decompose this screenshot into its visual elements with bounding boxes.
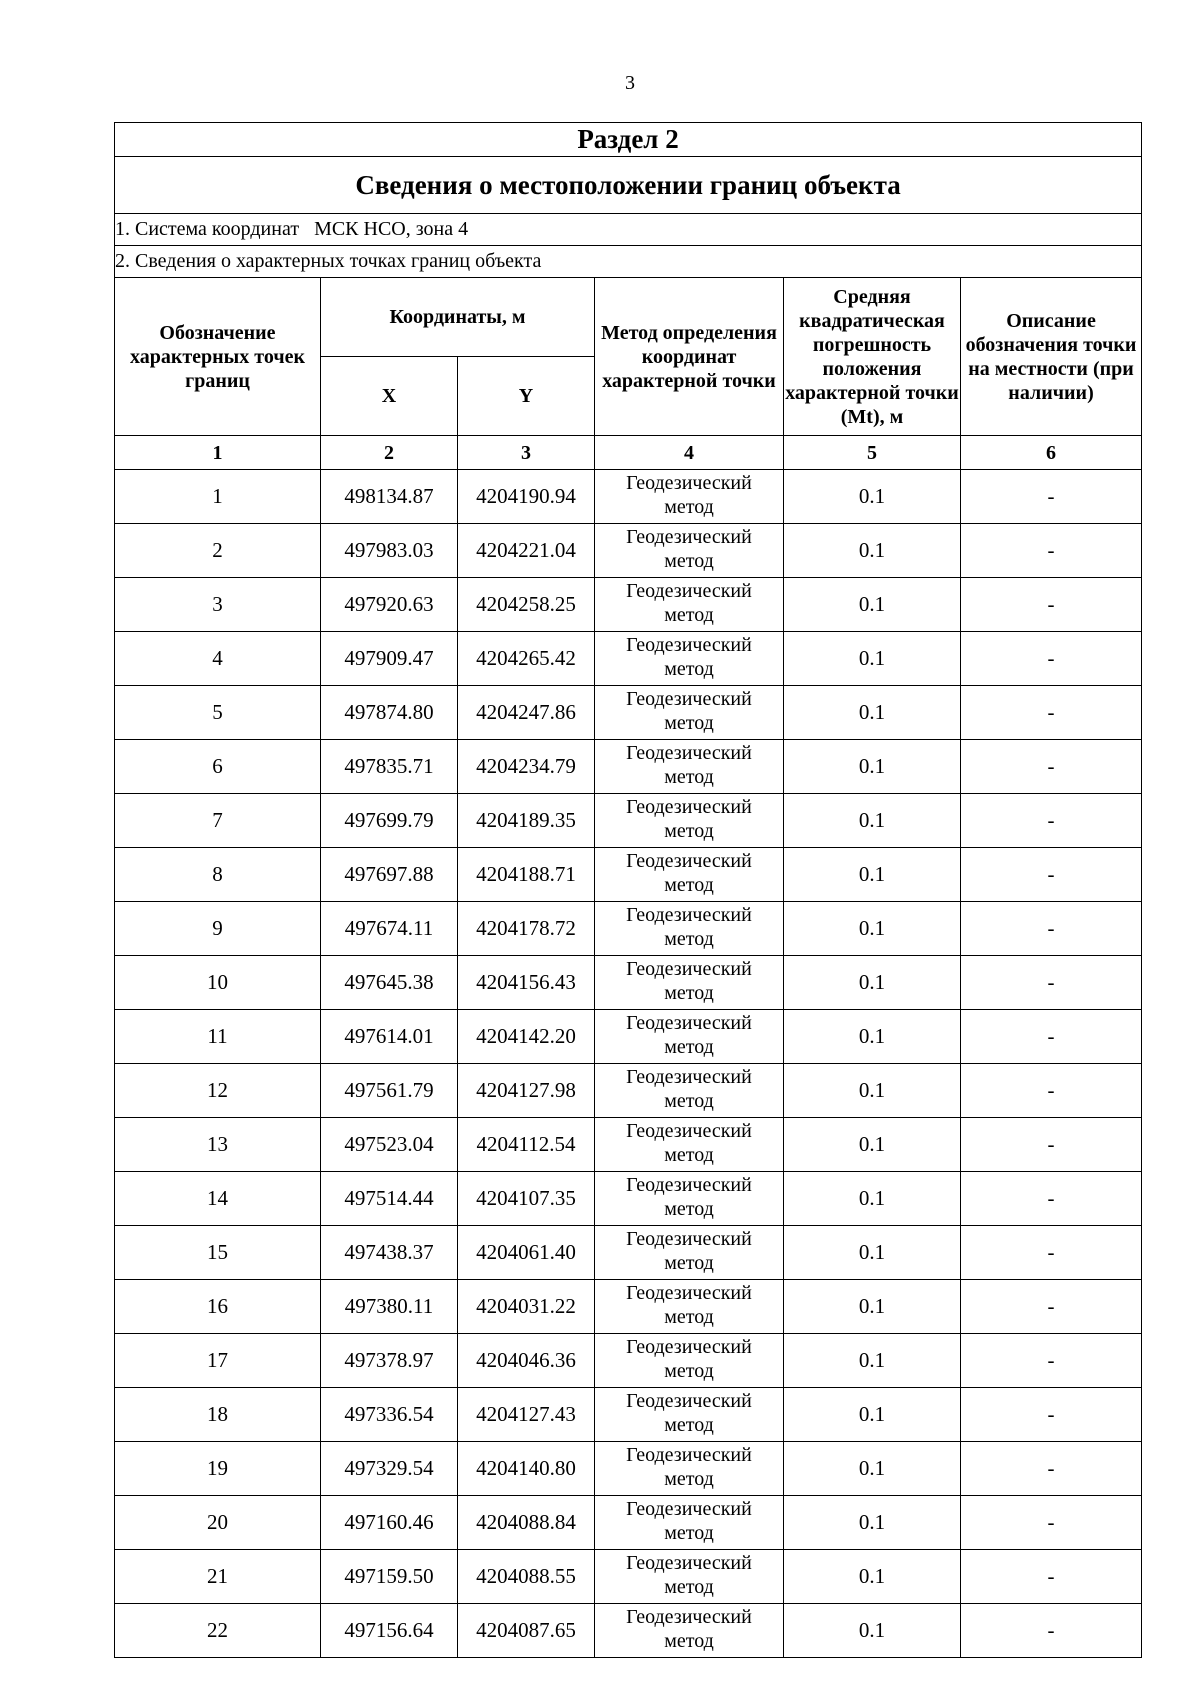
table-row: [115, 578, 1142, 632]
column-number: 6: [961, 436, 1142, 470]
method-line: метод: [664, 1467, 714, 1490]
method-line: Геодезический: [626, 1065, 752, 1088]
points-table-body: [115, 470, 1142, 1658]
mean-error: 0.1: [784, 794, 961, 848]
table-row: [115, 1010, 1142, 1064]
coord-x: 497380.11: [321, 1280, 458, 1334]
point-description: -: [961, 794, 1142, 848]
method-line: Геодезический: [626, 1497, 752, 1520]
mean-error: 0.1: [784, 1226, 961, 1280]
point-number: 15: [115, 1226, 321, 1280]
table-row: [115, 1334, 1142, 1388]
coord-y: 4204127.43: [458, 1388, 595, 1442]
point-number: 10: [115, 956, 321, 1010]
method-line: Геодезический: [626, 579, 752, 602]
method-line: Геодезический: [626, 1281, 752, 1304]
coord-x: 497909.47: [321, 632, 458, 686]
mean-error: 0.1: [784, 578, 961, 632]
boundary-table: [114, 122, 1142, 1658]
point-description: -: [961, 1334, 1142, 1388]
method-line: Геодезический: [626, 1227, 752, 1250]
coord-x: 497514.44: [321, 1172, 458, 1226]
method-line: Геодезический: [626, 1389, 752, 1412]
point-number: 7: [115, 794, 321, 848]
method-line: Геодезический: [626, 795, 752, 818]
coord-y: 4204265.42: [458, 632, 595, 686]
point-description: -: [961, 1442, 1142, 1496]
point-description: -: [961, 740, 1142, 794]
table-row: [115, 1604, 1142, 1658]
method-line: метод: [664, 603, 714, 626]
coord-y: 4204258.25: [458, 578, 595, 632]
method-line: Геодезический: [626, 1605, 752, 1628]
point-number: 1: [115, 470, 321, 524]
page-number: 3: [625, 72, 635, 94]
mean-error: 0.1: [784, 1172, 961, 1226]
mean-error: 0.1: [784, 1118, 961, 1172]
point-number: 21: [115, 1550, 321, 1604]
table-row: [115, 524, 1142, 578]
method: [595, 1334, 784, 1388]
point-number: 2: [115, 524, 321, 578]
mean-error: 0.1: [784, 848, 961, 902]
method-line: метод: [664, 711, 714, 734]
coord-x: 497160.46: [321, 1496, 458, 1550]
point-number: 9: [115, 902, 321, 956]
method-line: Геодезический: [626, 1119, 752, 1142]
method-line: Геодезический: [626, 633, 752, 656]
method-line: Геодезический: [626, 957, 752, 980]
header-description: Описание обозначения точки на местности (при наличии): [961, 278, 1142, 436]
method-line: метод: [664, 873, 714, 896]
mean-error: 0.1: [784, 1604, 961, 1658]
point-description: -: [961, 956, 1142, 1010]
coord-x: 497674.11: [321, 902, 458, 956]
method: [595, 1604, 784, 1658]
point-number: 17: [115, 1334, 321, 1388]
coord-system-value: МСК НСО, зона 4: [314, 218, 469, 240]
point-description: -: [961, 524, 1142, 578]
point-description: -: [961, 1010, 1142, 1064]
coord-x: 497156.64: [321, 1604, 458, 1658]
method: [595, 1226, 784, 1280]
coord-x: 497614.01: [321, 1010, 458, 1064]
method: [595, 1442, 784, 1496]
method-line: Геодезический: [626, 903, 752, 926]
method: [595, 524, 784, 578]
method-line: Геодезический: [626, 849, 752, 872]
mean-error: 0.1: [784, 1280, 961, 1334]
method-line: метод: [664, 1197, 714, 1220]
table-row: [115, 740, 1142, 794]
method: [595, 1010, 784, 1064]
table-row: [115, 1388, 1142, 1442]
column-number: 4: [595, 436, 784, 470]
point-description: -: [961, 578, 1142, 632]
header-error: Средняя квадратическая погрешность положения характерной точки (Mt), м: [784, 278, 961, 436]
table-row: [115, 1064, 1142, 1118]
coord-y: 4204088.55: [458, 1550, 595, 1604]
method-line: метод: [664, 657, 714, 680]
coord-x: 498134.87: [321, 470, 458, 524]
method: [595, 1280, 784, 1334]
coord-x: 497699.79: [321, 794, 458, 848]
method-line: метод: [664, 1305, 714, 1328]
method-line: Геодезический: [626, 471, 752, 494]
point-description: -: [961, 686, 1142, 740]
coord-x: 497835.71: [321, 740, 458, 794]
point-number: 14: [115, 1172, 321, 1226]
coord-x: 497523.04: [321, 1118, 458, 1172]
point-description: -: [961, 1118, 1142, 1172]
coord-system-row: [115, 214, 1142, 246]
coord-x: 497378.97: [321, 1334, 458, 1388]
section-subtitle: Сведения о местоположении границ объекта: [115, 157, 1142, 214]
table-row: [115, 1172, 1142, 1226]
method-line: метод: [664, 765, 714, 788]
coord-y: 4204188.71: [458, 848, 595, 902]
mean-error: 0.1: [784, 1010, 961, 1064]
coord-y: 4204112.54: [458, 1118, 595, 1172]
table-row: [115, 902, 1142, 956]
table-row: [115, 848, 1142, 902]
point-description: -: [961, 902, 1142, 956]
method-line: Геодезический: [626, 1173, 752, 1196]
point-number: 6: [115, 740, 321, 794]
column-number: 2: [321, 436, 458, 470]
method: [595, 1388, 784, 1442]
point-number: 3: [115, 578, 321, 632]
point-description: -: [961, 470, 1142, 524]
method-line: метод: [664, 1143, 714, 1166]
point-description: -: [961, 632, 1142, 686]
point-description: -: [961, 1496, 1142, 1550]
point-number: 13: [115, 1118, 321, 1172]
header-y: Y: [458, 357, 595, 436]
coord-x: 497336.54: [321, 1388, 458, 1442]
coord-x: 497645.38: [321, 956, 458, 1010]
mean-error: 0.1: [784, 1388, 961, 1442]
method-line: метод: [664, 1035, 714, 1058]
point-number: 11: [115, 1010, 321, 1064]
section-title: Раздел 2: [115, 123, 1142, 157]
table-row: [115, 1550, 1142, 1604]
coord-y: 4204046.36: [458, 1334, 595, 1388]
coord-y: 4204247.86: [458, 686, 595, 740]
mean-error: 0.1: [784, 524, 961, 578]
mean-error: 0.1: [784, 1334, 961, 1388]
point-number: 20: [115, 1496, 321, 1550]
column-number: 1: [115, 436, 321, 470]
method-line: Геодезический: [626, 1335, 752, 1358]
point-description: -: [961, 1172, 1142, 1226]
mean-error: 0.1: [784, 1550, 961, 1604]
coord-y: 4204031.22: [458, 1280, 595, 1334]
point-number: 5: [115, 686, 321, 740]
method-line: метод: [664, 1629, 714, 1652]
method-line: Геодезический: [626, 687, 752, 710]
coord-x: 497874.80: [321, 686, 458, 740]
coord-y: 4204107.35: [458, 1172, 595, 1226]
point-description: -: [961, 1388, 1142, 1442]
coord-y: 4204140.80: [458, 1442, 595, 1496]
coord-x: 497438.37: [321, 1226, 458, 1280]
method-line: Геодезический: [626, 1443, 752, 1466]
method: [595, 902, 784, 956]
method: [595, 848, 784, 902]
point-description: -: [961, 1280, 1142, 1334]
mean-error: 0.1: [784, 632, 961, 686]
mean-error: 0.1: [784, 1064, 961, 1118]
table-row: [115, 632, 1142, 686]
method-line: метод: [664, 1089, 714, 1112]
method-line: Геодезический: [626, 525, 752, 548]
mean-error: 0.1: [784, 686, 961, 740]
column-number: 5: [784, 436, 961, 470]
coord-y: 4204189.35: [458, 794, 595, 848]
coord-y: 4204088.84: [458, 1496, 595, 1550]
method: [595, 578, 784, 632]
coord-y: 4204190.94: [458, 470, 595, 524]
method-line: Геодезический: [626, 1551, 752, 1574]
mean-error: 0.1: [784, 1442, 961, 1496]
coord-y: 4204221.04: [458, 524, 595, 578]
table-row: [115, 956, 1142, 1010]
column-number: 3: [458, 436, 595, 470]
method: [595, 956, 784, 1010]
coord-x: 497329.54: [321, 1442, 458, 1496]
method-line: метод: [664, 927, 714, 950]
method: [595, 686, 784, 740]
point-number: 8: [115, 848, 321, 902]
method-line: метод: [664, 1521, 714, 1544]
method-line: Геодезический: [626, 1011, 752, 1034]
header-designation: Обозначение характерных точек границ: [115, 278, 321, 436]
header-x: X: [321, 357, 458, 436]
method-line: метод: [664, 495, 714, 518]
coord-y: 4204127.98: [458, 1064, 595, 1118]
point-description: -: [961, 1550, 1142, 1604]
point-description: -: [961, 1226, 1142, 1280]
method-line: метод: [664, 819, 714, 842]
method-line: метод: [664, 1359, 714, 1382]
coord-x: 497983.03: [321, 524, 458, 578]
coord-y: 4204087.65: [458, 1604, 595, 1658]
point-number: 12: [115, 1064, 321, 1118]
coord-system-label: 1. Система координат: [115, 218, 300, 240]
method: [595, 1118, 784, 1172]
header-coordinates: Координаты, м: [321, 278, 595, 357]
points-heading: 2. Сведения о характерных точках границ объекта: [115, 246, 1142, 278]
mean-error: 0.1: [784, 740, 961, 794]
table-row: [115, 794, 1142, 848]
coord-y: 4204178.72: [458, 902, 595, 956]
method-line: метод: [664, 1575, 714, 1598]
coord-y: 4204156.43: [458, 956, 595, 1010]
method: [595, 1172, 784, 1226]
mean-error: 0.1: [784, 902, 961, 956]
table-row: [115, 470, 1142, 524]
point-number: 22: [115, 1604, 321, 1658]
coord-y: 4204061.40: [458, 1226, 595, 1280]
point-number: 19: [115, 1442, 321, 1496]
point-number: 16: [115, 1280, 321, 1334]
table-row: [115, 1496, 1142, 1550]
table-row: [115, 1442, 1142, 1496]
point-number: 4: [115, 632, 321, 686]
point-description: -: [961, 1064, 1142, 1118]
table-row: [115, 1280, 1142, 1334]
method-line: метод: [664, 1413, 714, 1436]
method-line: метод: [664, 981, 714, 1004]
mean-error: 0.1: [784, 470, 961, 524]
method: [595, 794, 784, 848]
method-line: метод: [664, 1251, 714, 1274]
header-method: Метод определения координат характерной точки: [595, 278, 784, 436]
method-line: Геодезический: [626, 741, 752, 764]
mean-error: 0.1: [784, 1496, 961, 1550]
coord-x: 497159.50: [321, 1550, 458, 1604]
table-row: [115, 1118, 1142, 1172]
coord-y: 4204234.79: [458, 740, 595, 794]
method: [595, 740, 784, 794]
method: [595, 1496, 784, 1550]
point-number: 18: [115, 1388, 321, 1442]
coord-x: 497920.63: [321, 578, 458, 632]
coord-x: 497561.79: [321, 1064, 458, 1118]
point-description: -: [961, 848, 1142, 902]
method: [595, 632, 784, 686]
method: [595, 1064, 784, 1118]
method: [595, 1550, 784, 1604]
method-line: метод: [664, 549, 714, 572]
table-row: [115, 1226, 1142, 1280]
method: [595, 470, 784, 524]
coord-x: 497697.88: [321, 848, 458, 902]
point-description: -: [961, 1604, 1142, 1658]
mean-error: 0.1: [784, 956, 961, 1010]
coord-y: 4204142.20: [458, 1010, 595, 1064]
table-row: [115, 686, 1142, 740]
